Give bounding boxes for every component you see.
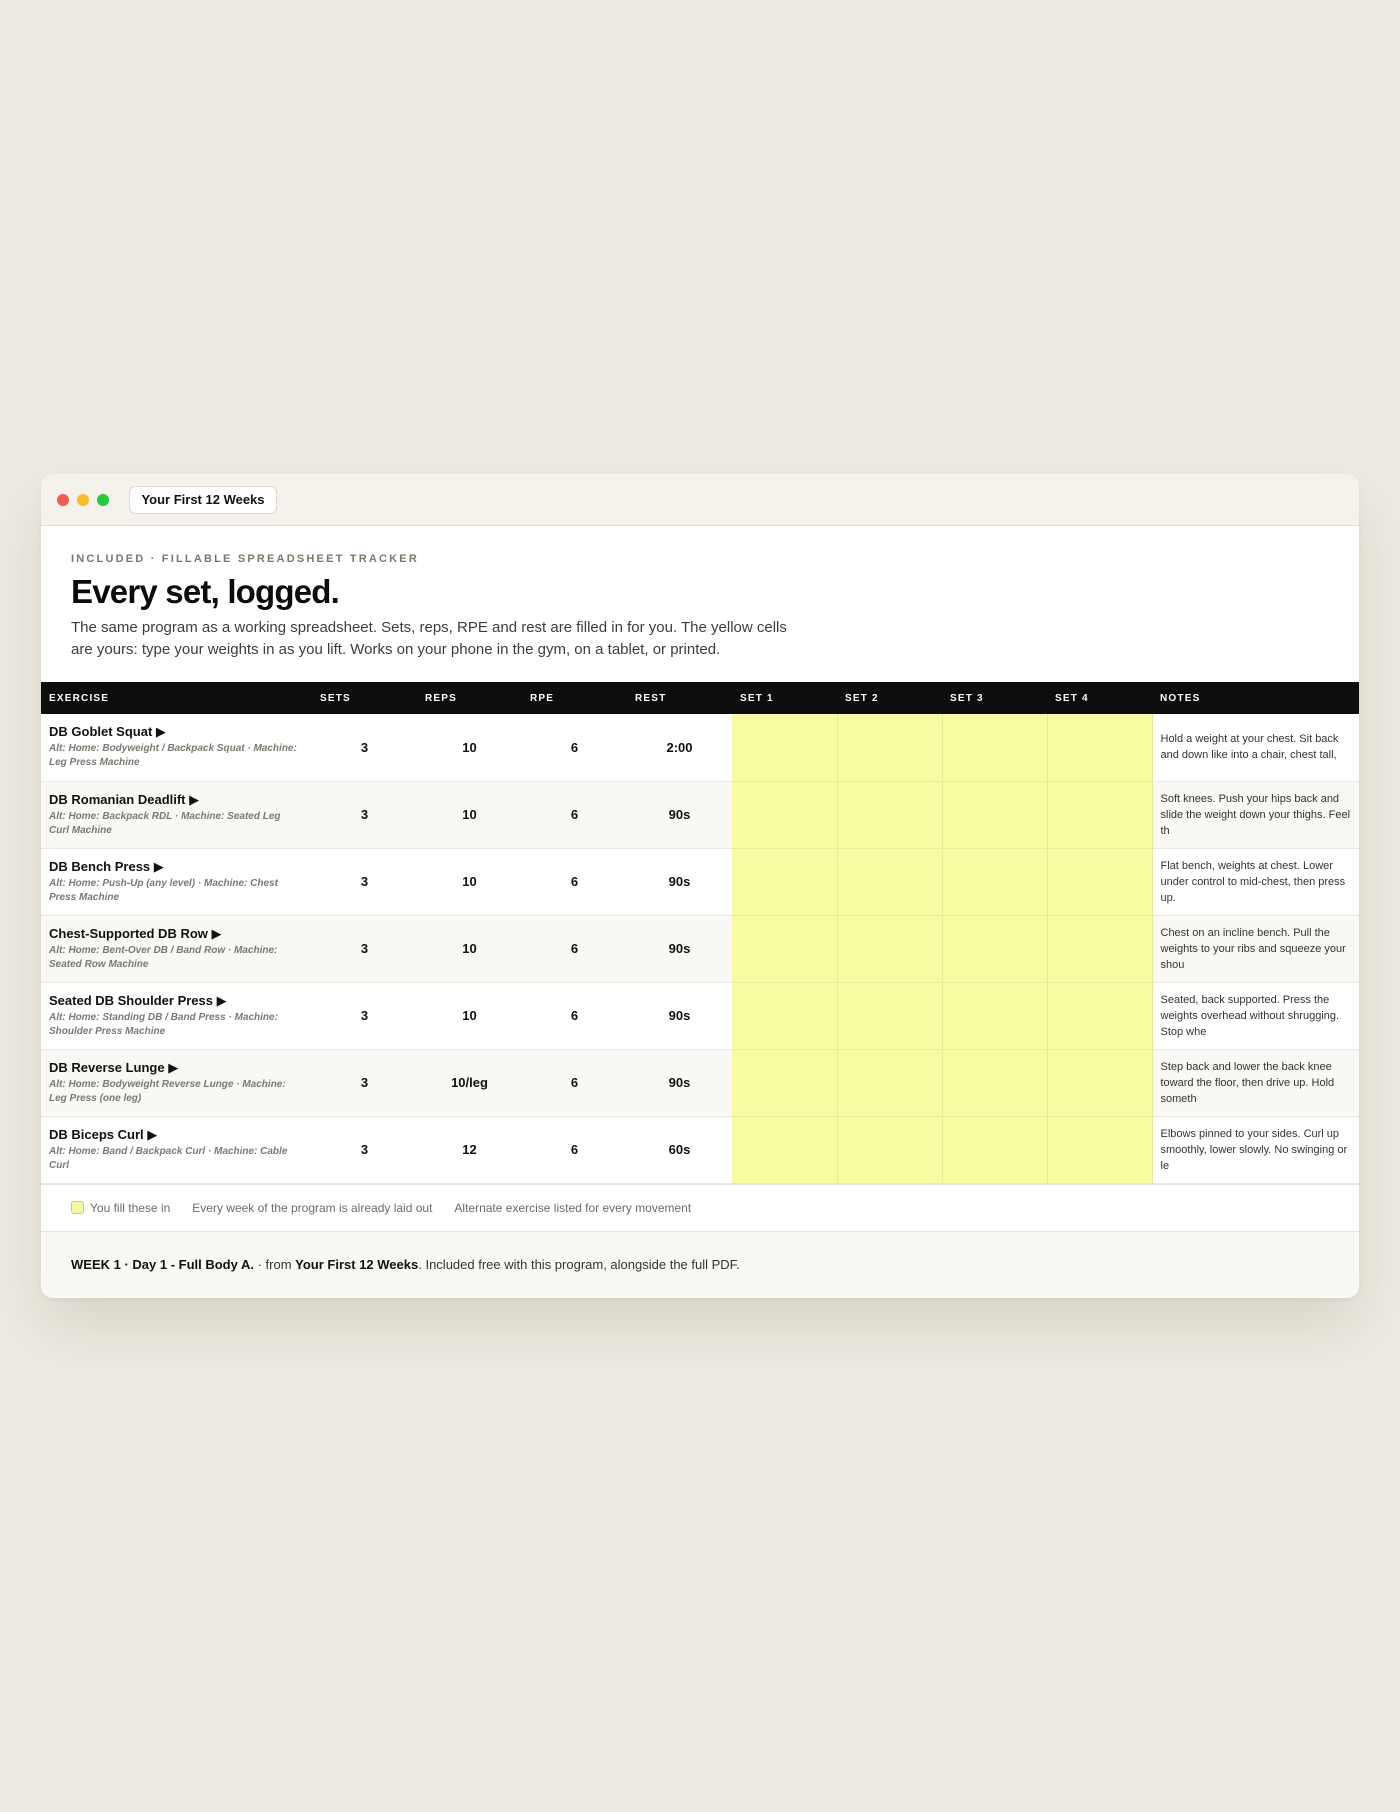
set-1-input[interactable] — [732, 848, 837, 915]
exercise-name[interactable]: DB Reverse Lunge ▶ — [49, 1059, 179, 1075]
eyebrow-label: INCLUDED · FILLABLE SPREADSHEET TRACKER — [71, 553, 419, 565]
intro-header — [41, 526, 1359, 682]
set-2-input[interactable] — [837, 781, 942, 848]
column-header-set-3: SET 3 — [942, 682, 1047, 714]
reps-cell: 12 — [417, 1116, 522, 1183]
rpe-cell: 6 — [522, 848, 627, 915]
close-window-button[interactable] — [57, 494, 69, 506]
rest-cell: 90s — [627, 848, 732, 915]
legend-fill-label: You fill these in — [90, 1200, 171, 1215]
column-header-reps: REPS — [417, 682, 522, 714]
column-header-notes: NOTES — [1152, 682, 1359, 714]
exercise-name[interactable]: DB Goblet Squat ▶ — [49, 724, 166, 740]
footer-day-label: WEEK 1 · Day 1 - Full Body A. — [71, 1257, 254, 1272]
rest-cell: 90s — [627, 1049, 732, 1116]
notes-cell: Chest on an incline bench. Pull the weights to your ribs and squeeze your shou — [1152, 915, 1359, 982]
column-header-rest: REST — [627, 682, 732, 714]
set-4-input[interactable] — [1047, 714, 1152, 781]
reps-cell: 10 — [417, 915, 522, 982]
set-1-input[interactable] — [732, 915, 837, 982]
set-1-input[interactable] — [732, 781, 837, 848]
reps-cell: 10 — [417, 714, 522, 781]
notes-cell: Flat bench, weights at chest. Lower under control to mid-chest, then press up. — [1152, 848, 1359, 915]
column-header-sets: SETS — [312, 682, 417, 714]
rpe-cell: 6 — [522, 982, 627, 1049]
notes-cell: Soft knees. Push your hips back and slide the weight down your thighs. Feel th — [1152, 781, 1359, 848]
set-1-input[interactable] — [732, 1116, 837, 1183]
reps-cell: 10 — [417, 982, 522, 1049]
set-3-input[interactable] — [942, 915, 1047, 982]
table-row — [41, 982, 1359, 1049]
table-row — [41, 915, 1359, 982]
set-1-input[interactable] — [732, 982, 837, 1049]
exercise-name[interactable]: DB Biceps Curl ▶ — [49, 1126, 158, 1142]
exercise-name[interactable]: Chest-Supported DB Row ▶ — [49, 925, 222, 941]
maximize-window-button[interactable] — [97, 494, 109, 506]
footer-from-text: · from — [253, 1257, 296, 1272]
sets-cell: 3 — [312, 848, 417, 915]
exercise-cell — [41, 1049, 312, 1116]
set-3-input[interactable] — [942, 982, 1047, 1049]
exercise-name[interactable]: Seated DB Shoulder Press ▶ — [49, 992, 227, 1008]
title-bar — [41, 474, 1359, 526]
set-4-input[interactable] — [1047, 1049, 1152, 1116]
rpe-cell: 6 — [522, 1116, 627, 1183]
sets-cell: 3 — [312, 1116, 417, 1183]
set-4-input[interactable] — [1047, 848, 1152, 915]
yellow-swatch-icon — [71, 1201, 84, 1214]
rest-cell: 60s — [627, 1116, 732, 1183]
set-2-input[interactable] — [837, 714, 942, 781]
page-title: Every set, logged. — [71, 573, 340, 610]
column-header-set-2: SET 2 — [837, 682, 942, 714]
reps-cell: 10 — [417, 781, 522, 848]
exercise-cell — [41, 915, 312, 982]
sets-cell: 3 — [312, 982, 417, 1049]
exercise-alternatives: Alt: Home: Standing DB / Band Press · Machine: Shoulder Press Machine — [49, 1011, 278, 1037]
column-header-set-1: SET 1 — [732, 682, 837, 714]
exercise-cell — [41, 1116, 312, 1183]
footer-rest-text: . Included free with this program, alongside the full PDF. — [418, 1257, 740, 1272]
exercise-alternatives: Alt: Home: Bodyweight / Backpack Squat · Machine: Leg Press Machine — [49, 743, 297, 769]
reps-cell: 10/leg — [417, 1049, 522, 1116]
exercise-alternatives: Alt: Home: Backpack RDL · Machine: Seated Leg Curl Machine — [49, 810, 281, 836]
set-2-input[interactable] — [837, 1116, 942, 1183]
set-3-input[interactable] — [942, 1049, 1047, 1116]
set-2-input[interactable] — [837, 915, 942, 982]
column-header-exercise: EXERCISE — [41, 682, 312, 714]
table-row — [41, 1049, 1359, 1116]
exercise-cell — [41, 781, 312, 848]
column-header-rpe: RPE — [522, 682, 627, 714]
table-row — [41, 781, 1359, 848]
set-4-input[interactable] — [1047, 915, 1152, 982]
set-3-input[interactable] — [942, 848, 1047, 915]
set-3-input[interactable] — [942, 714, 1047, 781]
exercise-cell — [41, 714, 312, 781]
set-4-input[interactable] — [1047, 781, 1152, 848]
notes-cell: Step back and lower the back knee toward the floor, then drive up. Hold someth — [1152, 1049, 1359, 1116]
set-3-input[interactable] — [942, 1116, 1047, 1183]
set-2-input[interactable] — [837, 982, 942, 1049]
exercise-cell — [41, 848, 312, 915]
notes-cell: Elbows pinned to your sides. Curl up smoothly, lower slowly. No swinging or le — [1152, 1116, 1359, 1183]
set-4-input[interactable] — [1047, 982, 1152, 1049]
set-2-input[interactable] — [837, 848, 942, 915]
set-1-input[interactable] — [732, 1049, 837, 1116]
rpe-cell: 6 — [522, 1049, 627, 1116]
column-header-set-4: SET 4 — [1047, 682, 1152, 714]
footer-program-name: Your First 12 Weeks — [295, 1257, 419, 1272]
exercise-alternatives: Alt: Home: Push-Up (any level) · Machine: Chest Press Machine — [49, 877, 278, 903]
exercise-alternatives: Alt: Home: Bent-Over DB / Band Row · Machine: Seated Row Machine — [49, 944, 278, 970]
legend-item-weeks: Every week of the program is already laid out — [192, 1200, 433, 1215]
set-4-input[interactable] — [1047, 1116, 1152, 1183]
rest-cell: 2:00 — [627, 714, 732, 781]
rest-cell: 90s — [627, 915, 732, 982]
sets-cell: 3 — [312, 714, 417, 781]
notes-cell: Seated, back supported. Press the weights overhead without shrugging. Stop whe — [1152, 982, 1359, 1049]
table-row — [41, 848, 1359, 915]
rpe-cell: 6 — [522, 781, 627, 848]
table-row — [41, 714, 1359, 781]
exercise-alternatives: Alt: Home: Band / Backpack Curl · Machine: Cable Curl — [49, 1145, 288, 1171]
rpe-cell: 6 — [522, 714, 627, 781]
tracker-table — [41, 682, 1359, 1184]
rpe-cell: 6 — [522, 915, 627, 982]
set-2-input[interactable] — [837, 1049, 942, 1116]
legend-item-alternates: Alternate exercise listed for every movement — [454, 1200, 692, 1215]
sets-cell: 3 — [312, 1049, 417, 1116]
tab-title[interactable]: Your First 12 Weeks — [129, 486, 277, 514]
reps-cell: 10 — [417, 848, 522, 915]
exercise-name[interactable]: DB Romanian Deadlift ▶ — [49, 791, 200, 807]
minimize-window-button[interactable] — [77, 494, 89, 506]
page-description: The same program as a working spreadsheet. Sets, reps, RPE and rest are filled in for you. The yellow cells are yours: type your weights in as you lift. Works on your phone in the gym, on a tablet, or printed. — [71, 619, 787, 658]
sets-cell: 3 — [312, 781, 417, 848]
exercise-cell — [41, 982, 312, 1049]
table-header-row — [41, 682, 1359, 714]
exercise-alternatives: Alt: Home: Bodyweight Reverse Lunge · Machine: Leg Press (one leg) — [49, 1078, 286, 1104]
rest-cell: 90s — [627, 982, 732, 1049]
exercise-name[interactable]: DB Bench Press ▶ — [49, 858, 164, 874]
legend — [41, 1184, 1359, 1232]
notes-cell: Hold a weight at your chest. Sit back and down like into a chair, chest tall, — [1152, 714, 1359, 781]
rest-cell: 90s — [627, 781, 732, 848]
sets-cell: 3 — [312, 915, 417, 982]
app-window — [41, 474, 1359, 1298]
set-3-input[interactable] — [942, 781, 1047, 848]
set-1-input[interactable] — [732, 714, 837, 781]
table-row — [41, 1116, 1359, 1183]
footer — [41, 1232, 1359, 1298]
